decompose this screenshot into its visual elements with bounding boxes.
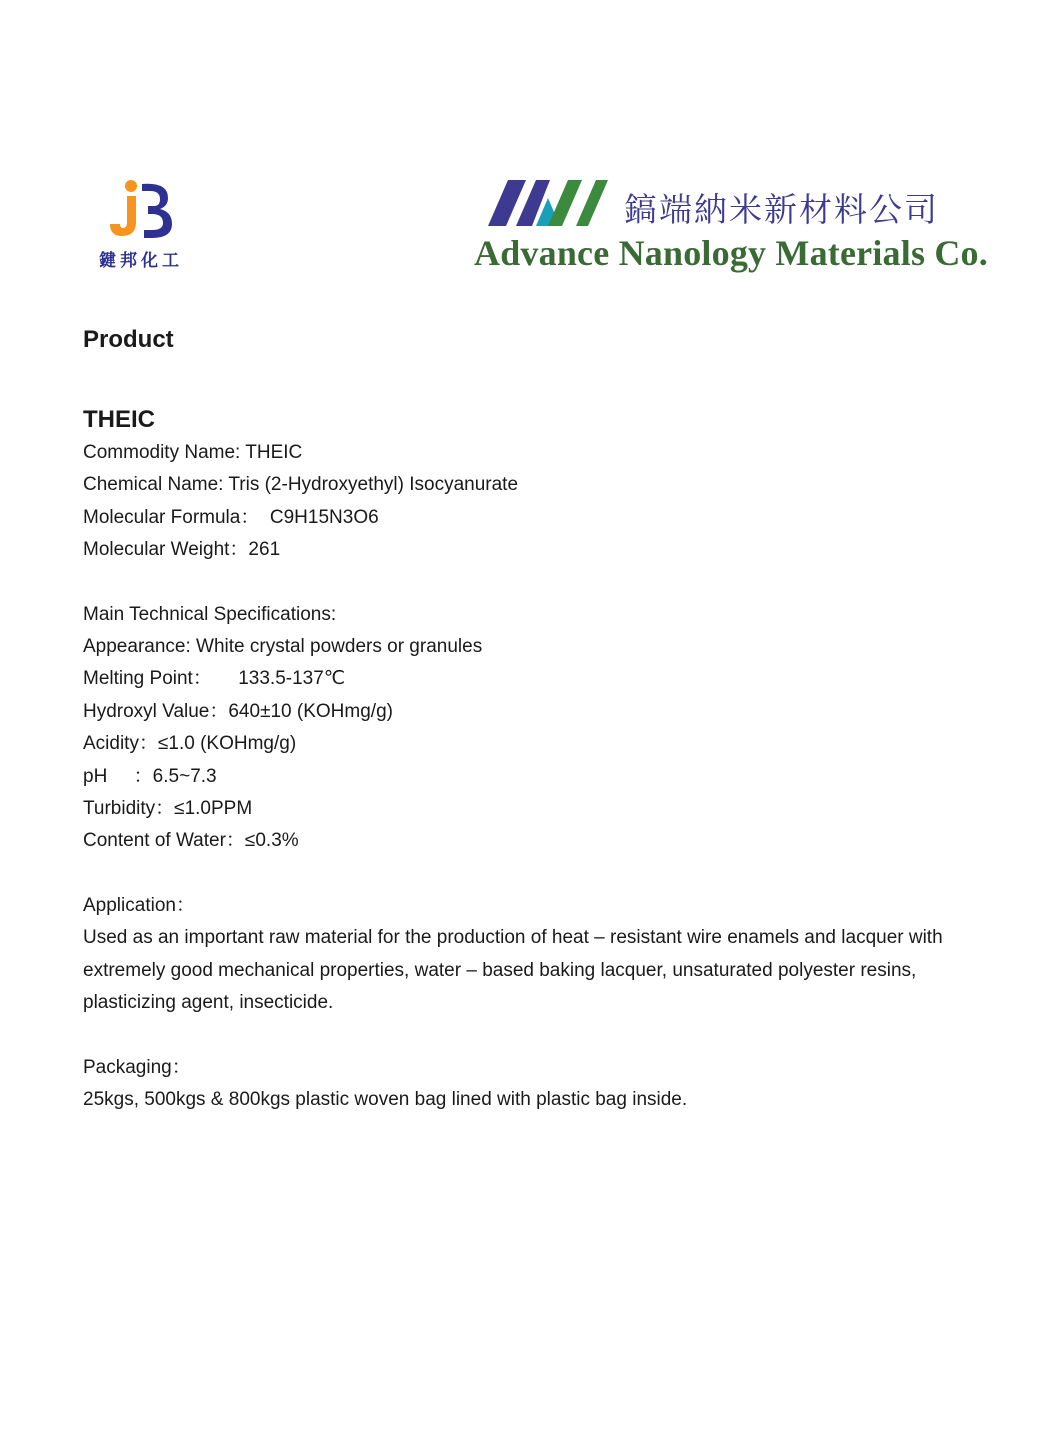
application-label: Application： <box>83 894 195 916</box>
ph-line: pH ：6.5~7.3 <box>83 765 217 787</box>
commodity-name-line: Commodity Name: THEIC <box>83 442 303 463</box>
jb-logo-icon <box>108 178 178 244</box>
company-english-name: Advance Nanology Materials Co. <box>474 233 988 273</box>
melting-point-line: Melting Point： 133.5-137℃ <box>83 668 346 690</box>
document-body <box>83 322 963 1116</box>
molecular-weight-line: Molecular Weight：261 <box>83 539 281 561</box>
application-text: Used as an important raw material for the production of heat – resistant wire enamels and lacquer with extremely good mechanical properties, water – based baking lacquer, unsaturated polyester resins, plasticizing agent, insecticide. <box>83 927 943 1014</box>
identity-block <box>83 437 963 567</box>
jianbang-chemical-logo-text: 鍵邦化工 <box>99 251 183 271</box>
spacer <box>83 858 963 890</box>
advance-nanology-logo <box>470 176 988 276</box>
turbidity-line: Turbidity：≤1.0PPM <box>83 798 253 820</box>
packaging-label: Packaging： <box>83 1056 191 1078</box>
spacer <box>83 1020 963 1052</box>
anm-logo-icon <box>486 178 610 228</box>
jianbang-chemical-logo <box>86 178 196 278</box>
application-block <box>83 890 963 1020</box>
spacer <box>83 567 963 599</box>
molecular-formula-line: Molecular Formula： C9H15N3O6 <box>83 506 379 528</box>
hydroxyl-value-line: Hydroxyl Value：640±10 (KOHmg/g) <box>83 700 393 722</box>
packaging-block <box>83 1052 963 1117</box>
document-header <box>0 0 1040 300</box>
chemical-name-line: Chemical Name: Tris (2-Hydroxyethyl) Isocyanurate <box>83 474 519 496</box>
product-title: THEIC <box>83 406 155 433</box>
acidity-line: Acidity：≤1.0 (KOHmg/g) <box>83 733 297 755</box>
specifications-label: Main Technical Specifications: <box>83 603 337 625</box>
company-chinese-name: 鎬端納米新材料公司 <box>624 190 939 229</box>
packaging-text: 25kgs, 500kgs & 800kgs plastic woven bag lined with plastic bag inside. <box>83 1088 688 1110</box>
appearance-line: Appearance: White crystal powders or granules <box>83 636 483 658</box>
specifications-block <box>83 599 963 858</box>
water-content-line: Content of Water：≤0.3% <box>83 830 299 852</box>
section-title: Product <box>83 326 174 353</box>
